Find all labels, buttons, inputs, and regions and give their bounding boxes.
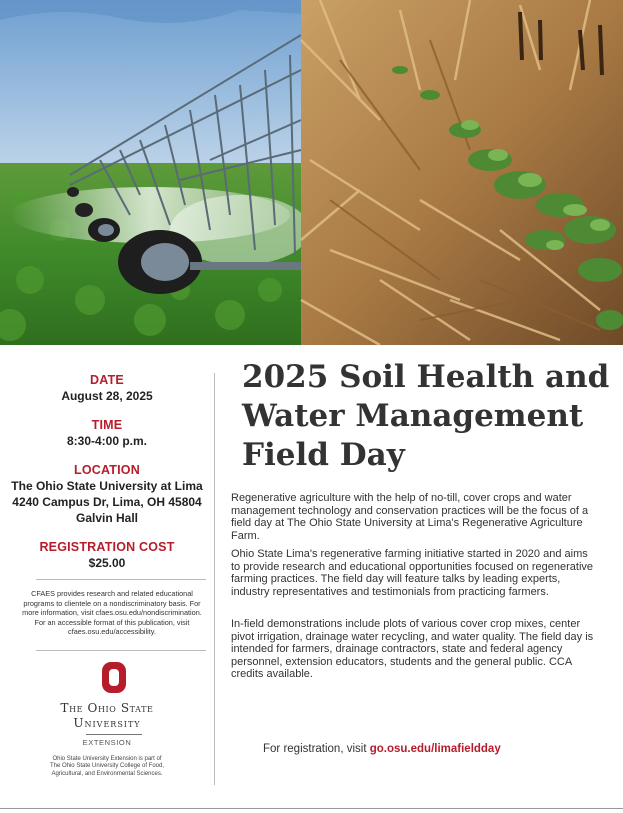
footnote-line: Ohio State University Extension is part of bbox=[52, 756, 162, 762]
description-paragraph: Ohio State Lima's regenerative farming initiative started in 2020 and aims to provide research and educational opportunities focused on regenerative farming practices. The field day will feature talks by leading experts, industry representatives and testimonials from practicing farmers. bbox=[231, 548, 594, 598]
hero-image bbox=[0, 0, 623, 345]
title-line: Water Management bbox=[242, 398, 584, 434]
location-line: Galvin Hall bbox=[75, 511, 139, 525]
column-divider bbox=[214, 373, 215, 785]
registration-cost-label: REGISTRATION COST bbox=[39, 540, 175, 554]
description-paragraph: Regenerative agriculture with the help of no-till, cover crops and water management technology and conservation practices will be the focus of a field day at The Ohio State University at Lima's Regenerative Agriculture Farm. bbox=[231, 492, 589, 542]
time-label: TIME bbox=[91, 418, 123, 432]
description-paragraph: In-field demonstrations include plots of various cover crop mixes, center pivot irrigation, drainage water recycling, and water quality. The field day is intended for farmers, drainage contractors, state and federal agency personnel, extension educators, students and the general public. CCA credits available. bbox=[231, 618, 594, 681]
location-address bbox=[0, 478, 214, 526]
logo-rule bbox=[86, 734, 142, 735]
title-line: Field Day bbox=[242, 437, 405, 473]
logo-line-2: University bbox=[73, 716, 141, 730]
footnote-line: Agricultural, and Environmental Sciences. bbox=[51, 770, 163, 777]
date-label: DATE bbox=[90, 373, 124, 387]
date-value: August 28, 2025 bbox=[61, 389, 153, 403]
title-line: 2025 Soil Health and bbox=[242, 359, 610, 395]
event-title bbox=[242, 358, 612, 475]
soybean-residue-photo bbox=[301, 0, 623, 345]
footnote-line: The Ohio State University College of Food, bbox=[49, 763, 165, 770]
location-line: The Ohio State University at Lima bbox=[11, 479, 203, 493]
page-bottom-rule bbox=[0, 808, 623, 809]
location-label: LOCATION bbox=[74, 463, 140, 477]
event-details-sidebar bbox=[0, 345, 214, 810]
divider bbox=[36, 579, 206, 580]
disclaimer-line: For an accessible format of this publication, visit bbox=[34, 617, 190, 627]
block-o-logo-icon bbox=[101, 661, 127, 694]
irrigation-photo bbox=[0, 0, 310, 345]
location-line: 4240 Campus Dr, Lima, OH 45804 bbox=[12, 495, 202, 509]
college-footnote bbox=[0, 756, 214, 778]
disclaimer-line: cfaes.osu.edu/accessibility. bbox=[68, 627, 156, 637]
disclaimer-line: programs to clientele on a nondiscriminatory basis. For bbox=[23, 598, 201, 608]
nondiscrimination-statement bbox=[12, 589, 212, 637]
registration-cost-value: $25.00 bbox=[88, 556, 126, 570]
logo-extension: EXTENSION bbox=[82, 738, 132, 747]
logo-line-1: The Ohio State bbox=[60, 701, 154, 715]
time-value: 8:30-4:00 p.m. bbox=[66, 434, 148, 448]
divider bbox=[36, 650, 206, 651]
disclaimer-line: more information, visit cfaes.osu.edu/nondiscrimination. bbox=[22, 608, 202, 618]
registration-link[interactable]: go.osu.edu/limafieldday bbox=[369, 743, 501, 755]
registration-line bbox=[263, 743, 501, 755]
registration-text: For registration, visit bbox=[263, 743, 367, 755]
disclaimer-line: CFAES provides research and related educational bbox=[31, 589, 193, 598]
